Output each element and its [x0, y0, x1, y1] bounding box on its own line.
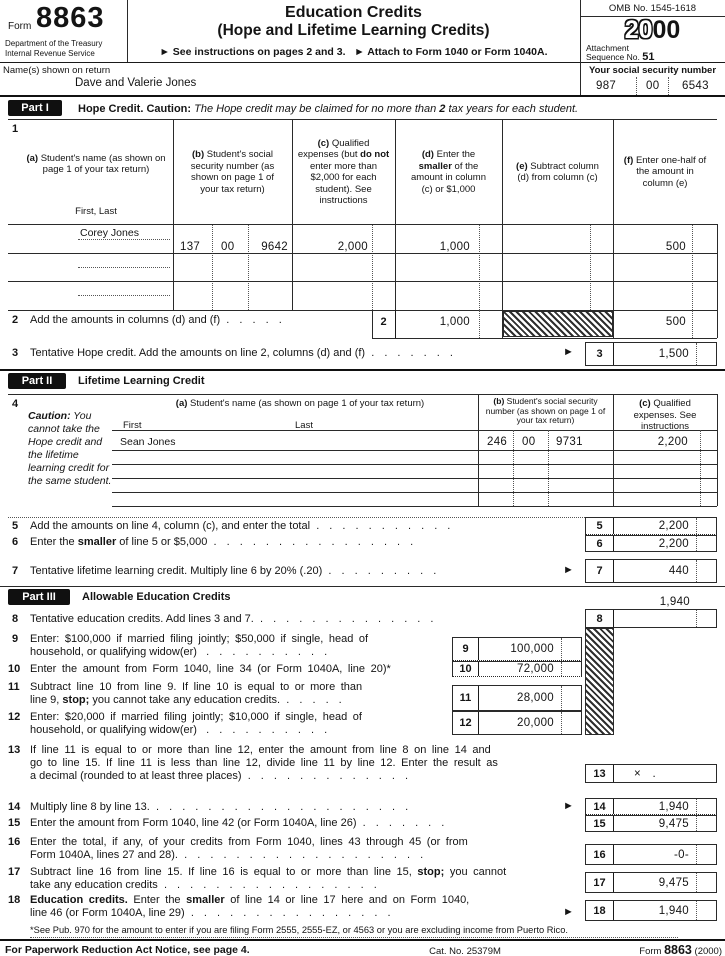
p1-col-f-header: (f) Enter one-half of the amount in column (e) — [623, 154, 707, 189]
line6-text: Enter the smaller of line 5 or $5,000 . . . . . . . . . . . . . . . . — [30, 536, 414, 548]
p1-row-ssn2-field[interactable]: 00 — [221, 241, 235, 253]
divider-line — [692, 310, 693, 338]
line2-number: 2 — [12, 314, 19, 326]
ssn-field-2[interactable]: 00 — [646, 80, 660, 92]
line11-amount-field[interactable]: 28,000 — [517, 692, 554, 704]
attachment-label: Attachment — [586, 43, 629, 53]
line12-box-label: 12 — [453, 712, 479, 734]
line7-number: 7 — [12, 565, 19, 577]
divider-line — [636, 77, 637, 95]
line9-text-2: household, or qualifying widow(er) . . . . . . . . . . — [30, 646, 328, 658]
divider-line — [372, 225, 373, 310]
divider-line — [112, 430, 717, 431]
divider-line — [8, 253, 717, 254]
line10-box-label: 10 — [453, 662, 479, 676]
p1-col-c-header: (c) Qualified expenses (but do not enter more than $2,000 for each student). See instructions — [297, 137, 390, 206]
omb-number: OMB No. 1545-1618 — [608, 3, 697, 14]
divider-line — [0, 369, 725, 371]
name-leader-line — [78, 239, 170, 240]
name-leader-line — [78, 295, 170, 296]
part2-badge: Part II — [8, 373, 66, 389]
cents-cell — [561, 638, 581, 660]
line18-number: 18 — [8, 894, 21, 906]
line13-decimal-field[interactable]: × . — [634, 767, 657, 780]
arrow-icon: ► — [563, 564, 574, 576]
divider-line — [0, 62, 725, 63]
names-field[interactable]: Dave and Valerie Jones — [75, 77, 197, 89]
line17-number: 17 — [8, 866, 21, 878]
line16-number: 16 — [8, 836, 21, 848]
line7-text: Tentative lifetime learning credit. Multiply line 6 by 20% (.20) . . . . . . . . . — [30, 565, 437, 577]
divider-line — [700, 430, 701, 506]
ssn-label: Your social security number — [588, 65, 717, 76]
line9-text-1: Enter: $100,000 if married filing jointly; $50,000 if single, head of — [30, 633, 369, 645]
line15-amount-field[interactable]: 9,475 — [658, 817, 689, 830]
cents-cell — [696, 845, 716, 864]
p1-row-cold-field[interactable]: 1,000 — [439, 241, 470, 253]
cents-cell — [561, 712, 581, 734]
line13-text-2: go to line 15. If line 11 is less than line 12, divide line 11 by line 12. Enter the result as — [30, 757, 498, 769]
line15-number: 15 — [8, 817, 21, 829]
line3-text: Tentative Hope credit. Add the amounts on line 2, columns (d) and (f) . . . . . . . — [30, 347, 454, 359]
line8-amount-above[interactable]: 1,940 — [659, 596, 690, 608]
part1-caption: Hope Credit. Caution: The Hope credit may be claimed for no more than 2 tax years for each student. — [78, 103, 579, 115]
cents-cell — [696, 816, 716, 831]
sequence-label: Sequence No. 51 — [586, 51, 655, 63]
p2-row-ssn1-field[interactable]: 246 — [487, 436, 508, 448]
cents-cell — [561, 662, 581, 676]
divider-line — [372, 338, 717, 339]
line3-box-label: 3 — [586, 343, 614, 365]
divider-line — [8, 394, 717, 395]
tax-year-solid: 00 — [652, 16, 681, 44]
form-title: Education Credits — [285, 4, 422, 21]
line17-box-label: 17 — [586, 873, 614, 892]
line14-amount-box — [585, 798, 717, 815]
line8-number: 8 — [12, 613, 19, 625]
line16-box-label: 16 — [586, 845, 614, 864]
form-footer-number: 8863 — [664, 943, 692, 956]
ssn-field-1[interactable]: 987 — [596, 80, 617, 92]
line12-text-1: Enter: $20,000 if married filing jointly; $10,000 if single, head of — [30, 711, 362, 723]
cents-cell — [696, 536, 716, 551]
line3-amount-box — [585, 342, 717, 366]
cents-cell — [696, 799, 716, 814]
part2-caution: Caution: You cannot take the Hope credit and the lifetime learning credit for the same student. — [28, 410, 112, 487]
divider-line — [717, 224, 718, 310]
cents-cell — [696, 518, 716, 534]
divider-line — [8, 224, 717, 225]
line18-text-1: Education credits. Enter the smaller of line 14 or line 17 here and on Form 1040, — [30, 894, 470, 906]
p2-col-c-header: (c) Qualified expenses. See instructions — [633, 398, 697, 432]
line12-amount-field[interactable]: 20,000 — [517, 717, 554, 729]
part3-badge: Part III — [8, 589, 70, 605]
arrow-icon: ► — [563, 906, 574, 918]
line10-text: Enter the amount from Form 1040, line 34 (or Form 1040A, line 20)* — [30, 663, 391, 675]
line3-number: 3 — [12, 347, 19, 359]
line16-text-1: Enter the total, if any, of your credits from Form 1040, lines 43 through 45 (or from — [30, 836, 468, 848]
line9-amount-field[interactable]: 100,000 — [510, 643, 554, 655]
divider-line — [8, 119, 717, 120]
form-number: 8863 — [36, 2, 105, 34]
p1-col-a-header: (a) Student's name (as shown on page 1 of your tax return) — [26, 152, 166, 175]
line10-amount-field[interactable]: 72,000 — [517, 663, 554, 675]
divider-line — [112, 492, 717, 493]
line6-number: 6 — [12, 536, 19, 548]
divider-line — [692, 225, 693, 310]
line11-text-2: line 9, stop; you cannot take any education credits. . . . . . — [30, 694, 343, 706]
divider-line — [112, 450, 717, 451]
divider-line — [548, 430, 549, 506]
arrow-icon: ► — [159, 46, 170, 58]
line5-box-label: 5 — [586, 518, 614, 534]
line17-amount-box — [585, 872, 717, 893]
divider-line — [479, 225, 480, 310]
name-leader-line — [78, 267, 170, 268]
sequence-number: 51 — [642, 51, 655, 63]
divider-line — [112, 464, 717, 465]
p1-row-ssn3-field[interactable]: 9642 — [261, 241, 288, 253]
divider-line — [8, 281, 717, 282]
line18-amount-box — [585, 900, 717, 921]
line11-box-label: 11 — [453, 686, 479, 710]
paperwork-notice: For Paperwork Reduction Act Notice, see page 4. — [5, 944, 250, 956]
line7-amount-field[interactable]: 440 — [668, 565, 689, 577]
p1-row-colf-field[interactable]: 500 — [665, 241, 686, 253]
divider-line — [590, 225, 591, 310]
p2-first-label: First — [123, 420, 142, 431]
part3-heading: Allowable Education Credits — [82, 591, 231, 603]
line5-text: Add the amounts on line 4, column (c), and enter the total . . . . . . . . . . . — [30, 520, 451, 532]
line7-amount-box — [585, 559, 717, 583]
line17-text-1: Subtract line 16 from line 15. If line 16 is equal to or more than line 15, stop; you cannot — [30, 866, 507, 878]
line10-number: 10 — [8, 663, 21, 675]
dept-line1: Department of the Treasury — [5, 39, 103, 48]
p1-col-d-header: (d) Enter the smaller of the amount in column (c) or $1,000 — [411, 149, 486, 195]
tax-year-outline: 20 — [624, 16, 653, 44]
dept-line2: Internal Revenue Service — [5, 49, 95, 58]
p1-col-b-header: (b) Student's social security number (as shown on page 1 of your tax return) — [190, 149, 275, 195]
line17-text-2: take any education credits . . . . . . . . . . . . . . . . . — [30, 879, 378, 891]
part1-badge: Part I — [8, 100, 62, 116]
line15-amount-box — [585, 815, 717, 832]
line16-amount-field[interactable]: -0- — [674, 848, 689, 861]
line16-amount-box — [585, 844, 717, 865]
divider-line — [668, 77, 669, 95]
line5-amount-box — [585, 517, 717, 535]
line7-box-label: 7 — [586, 560, 614, 582]
p1-col-e-header: (e) Subtract column (d) from column (c) — [516, 160, 599, 183]
cents-cell — [696, 560, 716, 582]
divider-line — [0, 586, 725, 587]
line14-number: 14 — [8, 801, 21, 813]
form-footer-id: Form 8863 (2000) — [639, 943, 722, 956]
shaded-strip — [585, 628, 614, 735]
part2-heading: Lifetime Learning Credit — [78, 375, 205, 387]
divider-line — [613, 310, 614, 338]
divider-line — [112, 478, 717, 479]
line2-text: Add the amounts in columns (d) and (f) . . . . . — [30, 314, 283, 326]
line11-number: 11 — [8, 681, 20, 693]
cents-cell — [561, 686, 581, 710]
line13-number: 13 — [8, 744, 21, 756]
divider-line — [513, 430, 514, 506]
divider-line — [30, 937, 678, 938]
line8-box-label: 8 — [586, 610, 614, 627]
line14-amount-field[interactable]: 1,940 — [658, 800, 689, 813]
arrow-icon: ► — [354, 46, 365, 58]
line9-box-label: 9 — [453, 638, 479, 660]
divider-line — [0, 95, 725, 97]
p1-row-colc-field[interactable]: 2,000 — [337, 241, 368, 253]
line10-amount-box — [452, 661, 582, 677]
cents-cell — [696, 343, 716, 365]
form-word-label: Form — [8, 21, 32, 32]
form-subtitle: (Hope and Lifetime Learning Credits) — [217, 22, 490, 39]
line14-text: Multiply line 8 by line 13. . . . . . . . . . . . . . . . . . . . . — [30, 801, 409, 813]
divider-line — [248, 225, 249, 310]
line2-colf-field[interactable]: 500 — [665, 316, 686, 328]
line6-box-label: 6 — [586, 536, 614, 551]
p1-col-a-subheader: First, Last — [75, 206, 117, 217]
line4-number: 4 — [12, 398, 19, 410]
line14-box-label: 14 — [586, 799, 614, 814]
shaded-cell — [503, 311, 613, 337]
footnote: *See Pub. 970 for the amount to enter if you are filing Form 2555, 2555-EZ, or 4563 or you are excluding income from Puerto Rico. — [30, 925, 568, 935]
p1-row-ssn1-field[interactable]: 137 — [180, 241, 201, 253]
divider-line — [112, 506, 717, 507]
p2-row-ssn3-field[interactable]: 9731 — [556, 436, 583, 448]
line2-cold-field[interactable]: 1,000 — [439, 316, 470, 328]
line5-number: 5 — [12, 520, 19, 532]
line13-text-3: a decimal (rounded to at least three places) . . . . . . . . . . . . . — [30, 770, 409, 782]
line11-text-1: Subtract line 10 from line 9. If line 10 is equal to or more than — [30, 681, 363, 693]
instructions-line: ► See instructions on pages 2 and 3. ► Attach to Form 1040 or Form 1040A. — [159, 46, 548, 58]
p2-row-ssn2-field[interactable]: 00 — [522, 436, 536, 448]
cents-cell — [696, 610, 716, 627]
line18-text-2: line 46 (or Form 1040A, line 29) . . . . . . . . . . . . . . . . — [30, 907, 392, 919]
arrow-icon: ► — [563, 800, 574, 812]
p2-row-colc-field[interactable]: 2,200 — [657, 436, 688, 448]
divider-line — [479, 310, 480, 338]
line15-text: Enter the amount from Form 1040, line 42 (or Form 1040A, line 26) . . . . . . . — [30, 817, 445, 829]
line12-number: 12 — [8, 711, 21, 723]
p2-col-b-header: (b) Student's social security number (as shown on page 1 of your tax return) — [485, 396, 606, 425]
cents-cell — [696, 901, 716, 920]
divider-line — [580, 62, 581, 95]
p1-row-name-field[interactable]: Corey Jones — [80, 227, 139, 239]
line1-number: 1 — [12, 123, 19, 135]
divider-line — [717, 310, 718, 338]
catalog-number: Cat. No. 25379M — [429, 946, 501, 956]
line12-text-2: household, or qualifying widow(er) . . . . . . . . . . — [30, 724, 328, 736]
names-label: Name(s) shown on return — [3, 65, 111, 76]
p2-last-label: Last — [295, 420, 313, 431]
line8-amount-box — [585, 609, 717, 628]
divider-line — [717, 394, 718, 506]
line6-amount-box — [585, 535, 717, 552]
line18-amount-field[interactable]: 1,940 — [658, 904, 689, 917]
line15-box-label: 15 — [586, 816, 614, 831]
line18-box-label: 18 — [586, 901, 614, 920]
divider-line — [395, 310, 396, 338]
line11-amount-box — [452, 685, 582, 711]
p2-row-name-field[interactable]: Sean Jones — [120, 436, 176, 448]
line3-amount-field[interactable]: 1,500 — [658, 348, 689, 360]
line5-amount-field[interactable]: 2,200 — [658, 520, 689, 532]
line9-amount-box — [452, 637, 582, 661]
tax-year — [580, 17, 725, 43]
line12-amount-box — [452, 711, 582, 735]
line13-amount-box — [585, 764, 717, 783]
line13-box-label: 13 — [586, 765, 614, 782]
line2-box-label: 2 — [380, 316, 387, 328]
line6-amount-field[interactable]: 2,200 — [658, 537, 689, 550]
divider-line — [212, 225, 213, 310]
line9-number: 9 — [12, 633, 19, 645]
p2-col-a-header: (a) Student's name (as shown on page 1 of your tax return) — [175, 398, 425, 409]
divider-line — [0, 939, 725, 941]
line8-text: Tentative education credits. Add lines 3 and 7. . . . . . . . . . . . . . . — [30, 613, 434, 625]
line17-amount-field[interactable]: 9,475 — [658, 876, 689, 889]
cents-cell — [696, 873, 716, 892]
arrow-icon: ► — [563, 346, 574, 358]
line16-text-2: Form 1040A, lines 27 and 28). . . . . . . . . . . . . . . . . . . . — [30, 849, 424, 861]
line13-text-1: If line 11 is equal to or more than line 12, enter the amount from line 8 on line 14 and — [30, 744, 491, 756]
ssn-field-3[interactable]: 6543 — [682, 80, 709, 92]
